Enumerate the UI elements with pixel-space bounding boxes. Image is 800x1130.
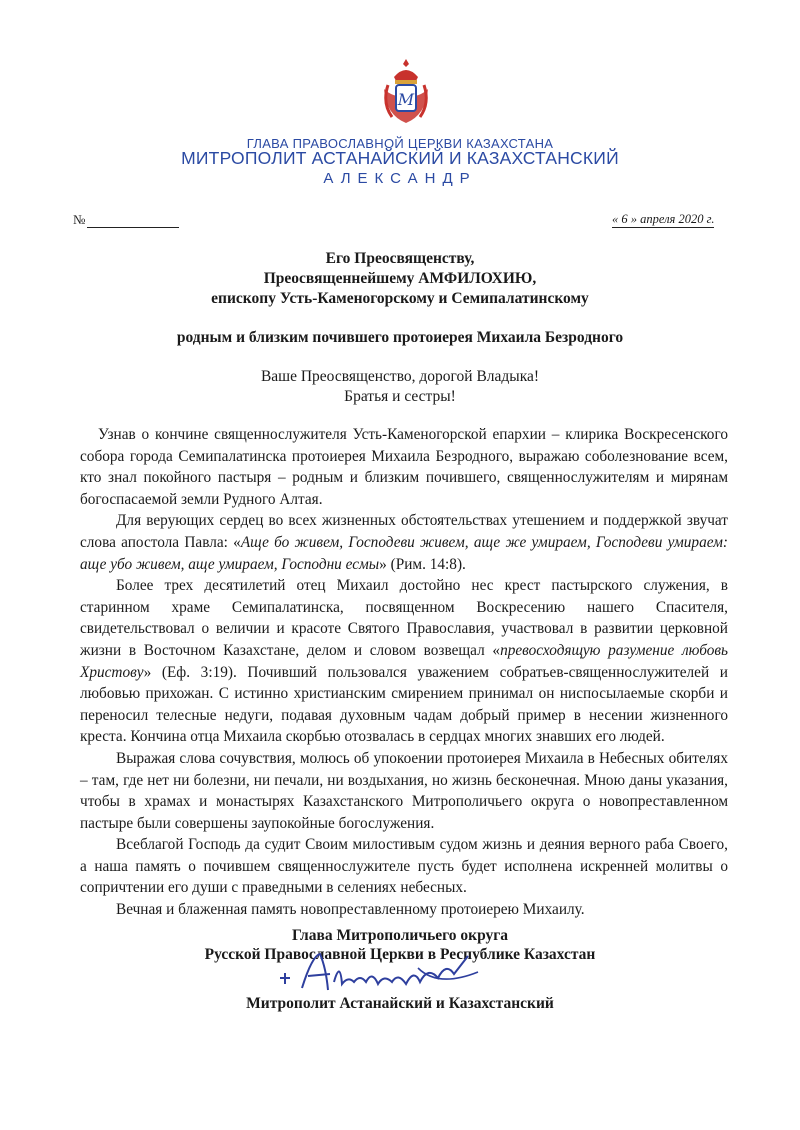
signature-line-2: Русской Православной Церкви в Республике Казахстан bbox=[204, 946, 596, 963]
document-number bbox=[73, 212, 179, 228]
signature-line-1: Глава Митрополичьего округа bbox=[291, 927, 509, 944]
number-label: № bbox=[73, 212, 86, 227]
greeting-line-1: Ваше Преосвященство, дорогой Владыка! bbox=[260, 368, 540, 385]
paragraph-6: Вечная и блаженная память новопреставленному протоиерею Михаилу. bbox=[116, 901, 585, 919]
paragraph-3: Более трех десятилетий отец Михаил достойно нес крест пастырского служения, в старинном храме Семипалатинска, посвященном Воскресению нашего Спасителя, свидетельствовал о величии и красоте Святого Православия, участвовал в развитии церковной жизни в Восточном Казахстане, делом и словом возвещал «превосходящую разумение любовь Христову» (Еф. 3:19). Почивший пользовался уважением собратьев-священнослужителей и любовью прихожан. С истинно христианским смирением принимал он ниспосылаемые скорби и переносил телесные недуги, подавая духовным чадам добрый пример в несении жизненного креста. Кончина отца Михаила скорбью отозвалась в сердцах многих знавших его людей. bbox=[80, 577, 728, 746]
addressee-line-2: Преосвященнейшему АМФИЛОХИЮ, bbox=[263, 270, 537, 287]
paragraph-5: Всеблагой Господь да судит Своим милостивым судом жизнь и деяния верного раба Своего, а наша память о почившем священнослужителе пусть будет исполнена искренней молитвы о сопричтении его души с праведными в селениях небесных. bbox=[80, 836, 728, 897]
handwritten-signature bbox=[268, 948, 498, 998]
svg-text:M: M bbox=[397, 90, 415, 109]
quote-romans: Аще бо живем, Господеви живем, аще же умираем, Господеви умираем: аще убо живем, аще умираем, Господни есмы bbox=[80, 533, 728, 573]
letterhead-title-line: ГЛАВА ПРАВОСЛАВНОЙ ЦЕРКВИ КАЗАХСТАНА bbox=[246, 136, 554, 151]
quote-ephesians: превосходящую разумение любовь Христову bbox=[80, 641, 728, 681]
addressee-line-3: епископу Усть-Каменогорскому и Семипалатинскому bbox=[211, 290, 589, 307]
addressee-line-4: родным и близким почившего протоиерея Михаила Безродного bbox=[176, 329, 624, 346]
letterhead-rank-line: МИТРОПОЛИТ АСТАНАЙСКИЙ И КАЗАХСТАНСКИЙ bbox=[181, 148, 619, 168]
document-date: « 6 » апреля 2020 г. bbox=[612, 212, 715, 226]
paragraph-4: Выражая слова сочувствия, молюсь об упокоении протоиерея Михаила в Небесных обителях – там, где нет ни болезни, ни печали, ни воздыхания, но жизнь бесконечная. Мною даны указания, чтобы в храмах и монастырях Казахстанского Митрополичьего округа о новопреставленном пастыре были совершены заупокойные богослужения. bbox=[80, 749, 728, 832]
church-crest-logo bbox=[376, 55, 436, 127]
addressee-line-1: Его Преосвященству, bbox=[325, 250, 475, 267]
paragraph-2: Для верующих сердец во всех жизненных обстоятельствах утешением и поддержкой звучат слова апостола Павла: «Аще бо живем, Господеви живем, аще же умираем, Господеви умираем: аще убо живем, аще умираем, Господни есмы» (Рим. 14:8). bbox=[80, 512, 728, 573]
signature-line-3: Митрополит Астанайский и Казахстанский bbox=[246, 995, 554, 1012]
letter-body bbox=[80, 424, 728, 921]
letterhead-name-line: АЛЕКСАНДР bbox=[323, 170, 477, 187]
paragraph-1: Узнав о кончине священнослужителя Усть-Каменогорской епархии – клирика Воскресенского собора города Семипалатинска протоиерея Михаила Безродного, выражаю соболезнование всем, кто знал покойного пастыря – родным и близким почившего, священнослужителям и мирянам богоспасаемой земли Рудного Алтая. bbox=[80, 426, 728, 508]
number-blank-line bbox=[87, 215, 179, 228]
greeting-line-2: Братья и сестры! bbox=[344, 388, 456, 405]
